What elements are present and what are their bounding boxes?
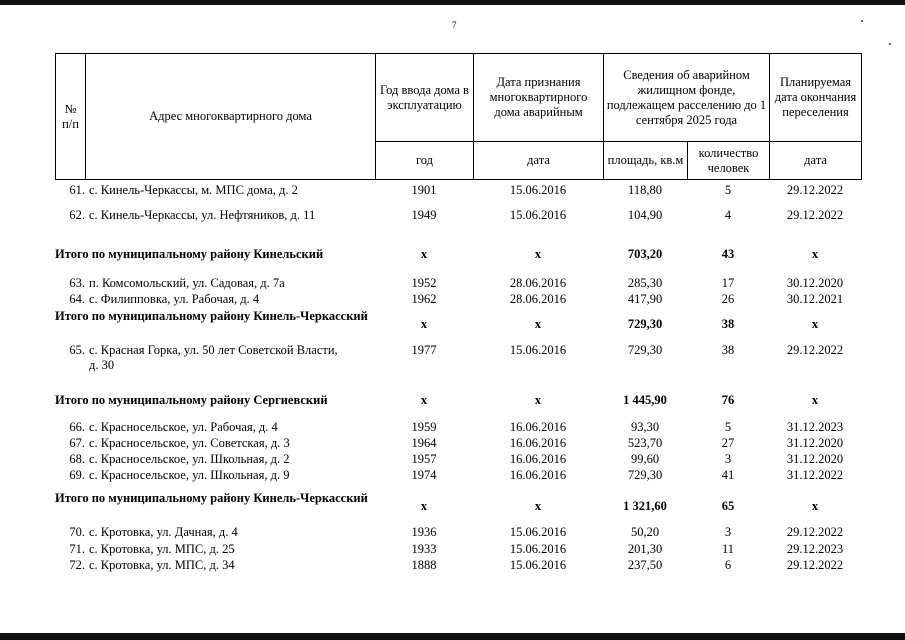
row-address: п. Комсомольский, ул. Садовая, д. 7а bbox=[89, 276, 285, 290]
row-count: 6 bbox=[724, 558, 732, 572]
row-end-date: 30.12.2021 bbox=[786, 292, 844, 306]
table-header bbox=[55, 53, 862, 180]
subtotal-area: 703,20 bbox=[627, 247, 663, 261]
row-date: 16.06.2016 bbox=[509, 420, 567, 434]
row-area: 99,60 bbox=[630, 452, 660, 466]
table-row bbox=[55, 420, 861, 436]
row-end-date: 29.12.2023 bbox=[786, 542, 844, 556]
subtotal-area: 1 445,90 bbox=[623, 393, 667, 407]
row-year: 1933 bbox=[411, 542, 437, 556]
header-address: Адрес многоквартирного дома bbox=[86, 54, 376, 180]
row-count: 17 bbox=[721, 276, 735, 290]
row-count: 5 bbox=[724, 420, 732, 434]
row-count: 11 bbox=[721, 542, 735, 556]
row-end-date: 29.12.2022 bbox=[786, 343, 844, 357]
table-row bbox=[55, 558, 861, 574]
table-row bbox=[55, 436, 861, 452]
scan-top-border bbox=[0, 0, 905, 5]
row-address: с. Кинель-Черкассы, м. МПС дома, д. 2 bbox=[89, 183, 298, 197]
table-row bbox=[55, 292, 861, 308]
header-fund-info: Сведения об аварийном жилищном фонде, подлежащем расселению до 1 сентября 2025 года bbox=[604, 54, 770, 142]
row-year: 1974 bbox=[411, 468, 437, 482]
row-end-date: 31.12.2022 bbox=[786, 468, 844, 482]
row-date: 16.06.2016 bbox=[509, 468, 567, 482]
row-year: 1949 bbox=[411, 208, 437, 222]
row-address: с. Кротовка, ул. Дачная, д. 4 bbox=[89, 525, 238, 539]
subtotal-end: х bbox=[811, 247, 819, 261]
row-end-date: 31.12.2023 bbox=[786, 420, 844, 434]
row-count: 3 bbox=[724, 452, 732, 466]
subtotal-area: 1 321,60 bbox=[623, 499, 667, 513]
row-number: 71. bbox=[69, 542, 85, 556]
row-number: 63. bbox=[69, 276, 85, 290]
row-count: 41 bbox=[721, 468, 735, 482]
row-number: 62. bbox=[69, 208, 85, 222]
row-address: с. Филипповка, ул. Рабочая, д. 4 bbox=[89, 292, 260, 306]
subheader-date: дата bbox=[474, 142, 604, 180]
row-area: 50,20 bbox=[630, 525, 660, 539]
row-end-date: 31.12.2020 bbox=[786, 452, 844, 466]
row-area: 729,30 bbox=[627, 468, 663, 482]
header-num: № п/п bbox=[56, 54, 86, 180]
row-count: 3 bbox=[724, 525, 732, 539]
header-planned-end: Планируемая дата окончания переселения bbox=[770, 54, 862, 142]
row-address: с. Кинель-Черкассы, ул. Нефтяников, д. 11 bbox=[89, 208, 316, 222]
page-number: 7 bbox=[452, 20, 457, 30]
row-end-date: 30.12.2020 bbox=[786, 276, 844, 290]
row-number: 66. bbox=[69, 420, 85, 434]
table-row bbox=[55, 276, 861, 292]
row-year: 1901 bbox=[411, 183, 437, 197]
row-date: 16.06.2016 bbox=[509, 436, 567, 450]
subtotal-count: 65 bbox=[721, 499, 735, 513]
table-row bbox=[55, 343, 861, 374]
row-count: 27 bbox=[721, 436, 735, 450]
row-year: 1959 bbox=[411, 420, 437, 434]
row-year: 1952 bbox=[411, 276, 437, 290]
table-row bbox=[55, 468, 861, 484]
subtotal-area: 729,30 bbox=[627, 317, 663, 331]
row-address: с. Красная Горка, ул. 50 лет Советской Власти, д. 30 bbox=[89, 343, 338, 372]
subtotal-count: 76 bbox=[721, 393, 735, 407]
row-year: 1936 bbox=[411, 525, 437, 539]
row-number: 67. bbox=[69, 436, 85, 450]
row-address: с. Кротовка, ул. МПС, д. 25 bbox=[89, 542, 235, 556]
row-end-date: 29.12.2022 bbox=[786, 208, 844, 222]
subtotal-label: Итого по муниципальному району Сергиевский bbox=[55, 393, 328, 407]
row-area: 93,30 bbox=[630, 420, 660, 434]
row-address: с. Красносельское, ул. Рабочая, д. 4 bbox=[89, 420, 278, 434]
subtotal-date: х bbox=[534, 317, 542, 331]
subtotal-row bbox=[55, 393, 861, 409]
subtotal-date: х bbox=[534, 499, 542, 513]
subtotal-end: х bbox=[811, 393, 819, 407]
row-date: 15.06.2016 bbox=[509, 183, 567, 197]
row-number: 69. bbox=[69, 468, 85, 482]
row-address: с. Кротовка, ул. МПС, д. 34 bbox=[89, 558, 235, 572]
subheader-year: год bbox=[376, 142, 474, 180]
row-number: 70. bbox=[69, 525, 85, 539]
row-date: 15.06.2016 bbox=[509, 208, 567, 222]
subtotal-year: х bbox=[420, 499, 428, 513]
subtotal-end: х bbox=[811, 317, 819, 331]
row-count: 26 bbox=[721, 292, 735, 306]
row-date: 28.06.2016 bbox=[509, 292, 567, 306]
scan-speck bbox=[861, 20, 863, 22]
header-year-intro: Год ввода дома в эксплуатацию bbox=[376, 54, 474, 142]
subtotal-year: х bbox=[420, 247, 428, 261]
row-end-date: 31.12.2020 bbox=[786, 436, 844, 450]
row-number: 65. bbox=[69, 343, 85, 357]
row-number: 64. bbox=[69, 292, 85, 306]
row-year: 1888 bbox=[411, 558, 437, 572]
scan-speck bbox=[889, 43, 891, 45]
row-end-date: 29.12.2022 bbox=[786, 183, 844, 197]
row-area: 523,70 bbox=[627, 436, 663, 450]
row-area: 118,80 bbox=[628, 183, 662, 197]
row-area: 285,30 bbox=[627, 276, 663, 290]
subheader-count: количество человек bbox=[688, 142, 770, 180]
subtotal-label: Итого по муниципальному району Кинельский bbox=[55, 247, 324, 261]
row-date: 15.06.2016 bbox=[509, 343, 567, 357]
subtotal-label: Итого по муниципальному району Кинель-Черкасский bbox=[55, 491, 368, 505]
row-year: 1977 bbox=[411, 343, 437, 357]
subheader-area: площадь, кв.м bbox=[604, 142, 688, 180]
subtotal-date: х bbox=[534, 393, 542, 407]
subtotal-row bbox=[55, 491, 861, 522]
subtotal-date: х bbox=[534, 247, 542, 261]
subtotal-year: х bbox=[420, 317, 428, 331]
row-date: 15.06.2016 bbox=[509, 542, 567, 556]
row-area: 237,50 bbox=[627, 558, 663, 572]
row-number: 68. bbox=[69, 452, 85, 466]
row-date: 15.06.2016 bbox=[509, 558, 567, 572]
row-address: с. Красносельское, ул. Советская, д. 3 bbox=[89, 436, 290, 450]
row-area: 729,30 bbox=[627, 343, 663, 357]
subtotal-row bbox=[55, 309, 861, 340]
table-row bbox=[55, 452, 861, 468]
subtotal-row bbox=[55, 247, 861, 263]
row-date: 15.06.2016 bbox=[509, 525, 567, 539]
row-count: 38 bbox=[721, 343, 735, 357]
row-area: 417,90 bbox=[627, 292, 663, 306]
subtotal-year: х bbox=[420, 393, 428, 407]
row-year: 1957 bbox=[411, 452, 437, 466]
table-row bbox=[55, 208, 861, 224]
row-area: 201,30 bbox=[627, 542, 663, 556]
row-date: 16.06.2016 bbox=[509, 452, 567, 466]
row-count: 4 bbox=[724, 208, 732, 222]
row-address: с. Красносельское, ул. Школьная, д. 2 bbox=[89, 452, 290, 466]
scan-bottom-border bbox=[0, 633, 905, 640]
row-number: 61. bbox=[69, 183, 85, 197]
row-end-date: 29.12.2022 bbox=[786, 558, 844, 572]
row-end-date: 29.12.2022 bbox=[786, 525, 844, 539]
table-row bbox=[55, 542, 861, 558]
subheader-end: дата bbox=[770, 142, 862, 180]
row-area: 104,90 bbox=[627, 208, 663, 222]
header-recognition-date: Дата признания многоквартирного дома аварийным bbox=[474, 54, 604, 142]
subtotal-end: х bbox=[811, 499, 819, 513]
row-number: 72. bbox=[69, 558, 85, 572]
table-row bbox=[55, 525, 861, 541]
subtotal-count: 38 bbox=[721, 317, 735, 331]
subtotal-count: 43 bbox=[721, 247, 735, 261]
row-count: 5 bbox=[724, 183, 732, 197]
row-year: 1962 bbox=[411, 292, 437, 306]
table-row bbox=[55, 183, 861, 199]
row-year: 1964 bbox=[411, 436, 437, 450]
row-address: с. Красносельское, ул. Школьная, д. 9 bbox=[89, 468, 290, 482]
subtotal-label: Итого по муниципальному району Кинель-Черкасский bbox=[55, 309, 368, 323]
row-date: 28.06.2016 bbox=[509, 276, 567, 290]
